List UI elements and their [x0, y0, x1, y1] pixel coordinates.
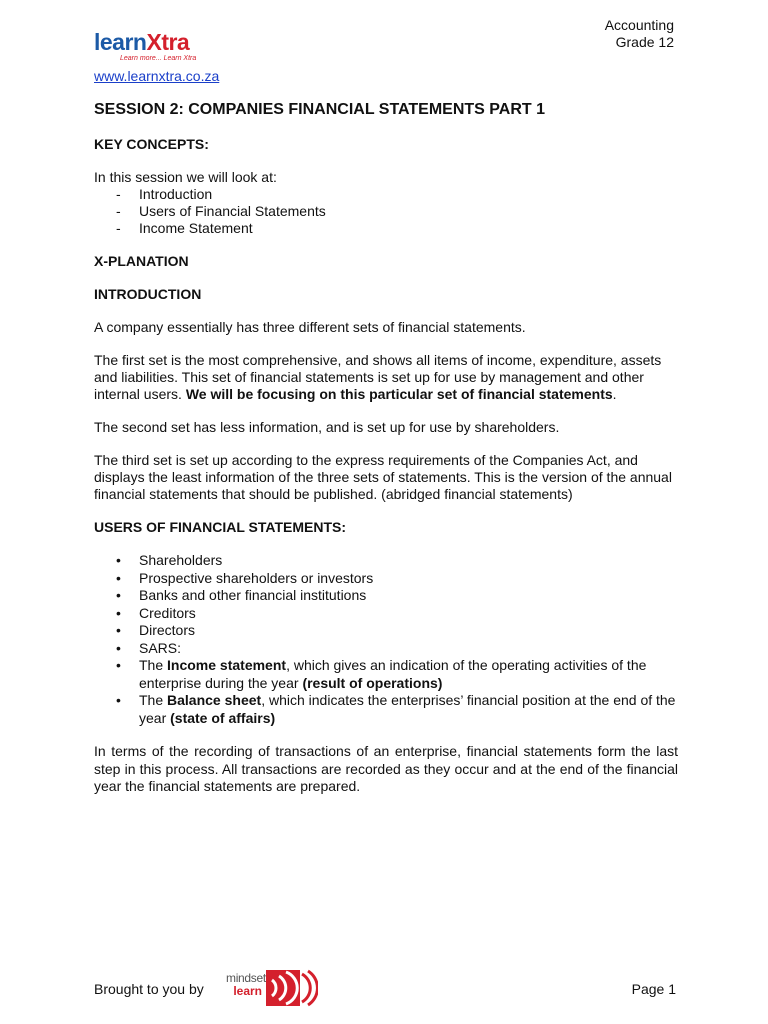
intro-paragraph-1: A company essentially has three different sets of financial statements. — [94, 319, 526, 335]
page-number: Page 1 — [631, 981, 676, 997]
website-link[interactable]: www.learnxtra.co.za — [94, 68, 220, 84]
logo-part-xtra: Xtra — [146, 29, 190, 55]
subject-name: Accounting — [604, 17, 674, 33]
logo-part-learn: learn — [94, 29, 147, 55]
users-heading: USERS OF FINANCIAL STATEMENTS: — [94, 519, 346, 535]
session-title: SESSION 2: COMPANIES FINANCIAL STATEMENTS PART 1 — [94, 101, 545, 118]
xplanation-heading: X-PLANATION — [94, 253, 189, 269]
list-item: - Users of Financial Statements — [94, 203, 678, 220]
paragraph-text: The first set is the most comprehensive, and shows all items of income, expenditure, assets and liabilities. This set of financial statements is set up for use by management and other internal users. — [94, 352, 662, 402]
list-item: - Introduction — [94, 186, 678, 203]
list-item: • Creditors — [94, 605, 678, 623]
paragraph-end: . — [612, 386, 617, 402]
key-concepts-heading: KEY CONCEPTS: — [94, 136, 209, 152]
list-item: • Prospective shareholders or investors — [94, 570, 678, 588]
list-item-balance-sheet: • The Balance sheet, which indicates the enterprises’ financial position at the end of the year (state of affairs) — [94, 692, 678, 727]
footer-brought-by: Brought to you by — [94, 981, 204, 997]
list-item: - Income Statement — [94, 220, 678, 237]
intro-paragraph-4: The third set is set up according to the express requirements of the Companies Act, and displays the least information of the three sets of statements. This is the version of the annual financial statements that should be published. (abridged financial statements) — [94, 452, 672, 502]
intro-paragraph-2 — [94, 352, 678, 403]
learn-wordmark: learn — [233, 984, 262, 998]
list-item: • SARS: — [94, 640, 678, 658]
subject-header — [605, 17, 674, 51]
closing-paragraph: In terms of the recording of transactions of an enterprise, financial statements form the last step in this process. All transactions are recorded as they occur and at the end of the financial year the financial statements are prepared. — [94, 743, 678, 794]
key-concepts-list — [94, 186, 678, 237]
intro-paragraph-3: The second set has less information, and is set up for use by shareholders. — [94, 419, 560, 435]
learnxtra-logo — [94, 30, 234, 66]
mindset-learn-logo — [226, 968, 322, 1008]
mindset-wordmark: mindset — [226, 971, 266, 985]
emphasis-text: We will be focusing on this particular set of financial statements — [185, 386, 613, 402]
list-item: • Banks and other financial institutions — [94, 587, 678, 605]
key-concepts-intro: In this session we will look at: — [94, 169, 277, 185]
logo-wordmark — [94, 30, 234, 54]
mindset-signal-icon — [266, 968, 318, 1008]
document-body — [94, 100, 678, 796]
introduction-heading: INTRODUCTION — [94, 286, 202, 302]
logo-tagline: Learn more... Learn Xtra — [120, 55, 197, 62]
list-item: • Shareholders — [94, 552, 678, 570]
list-item: • Directors — [94, 622, 678, 640]
grade-label: Grade 12 — [615, 34, 674, 50]
users-list — [94, 552, 678, 727]
list-item-income-statement: • The Income statement, which gives an indication of the operating activities of the enterprise during the year (result of operations) — [94, 657, 678, 692]
